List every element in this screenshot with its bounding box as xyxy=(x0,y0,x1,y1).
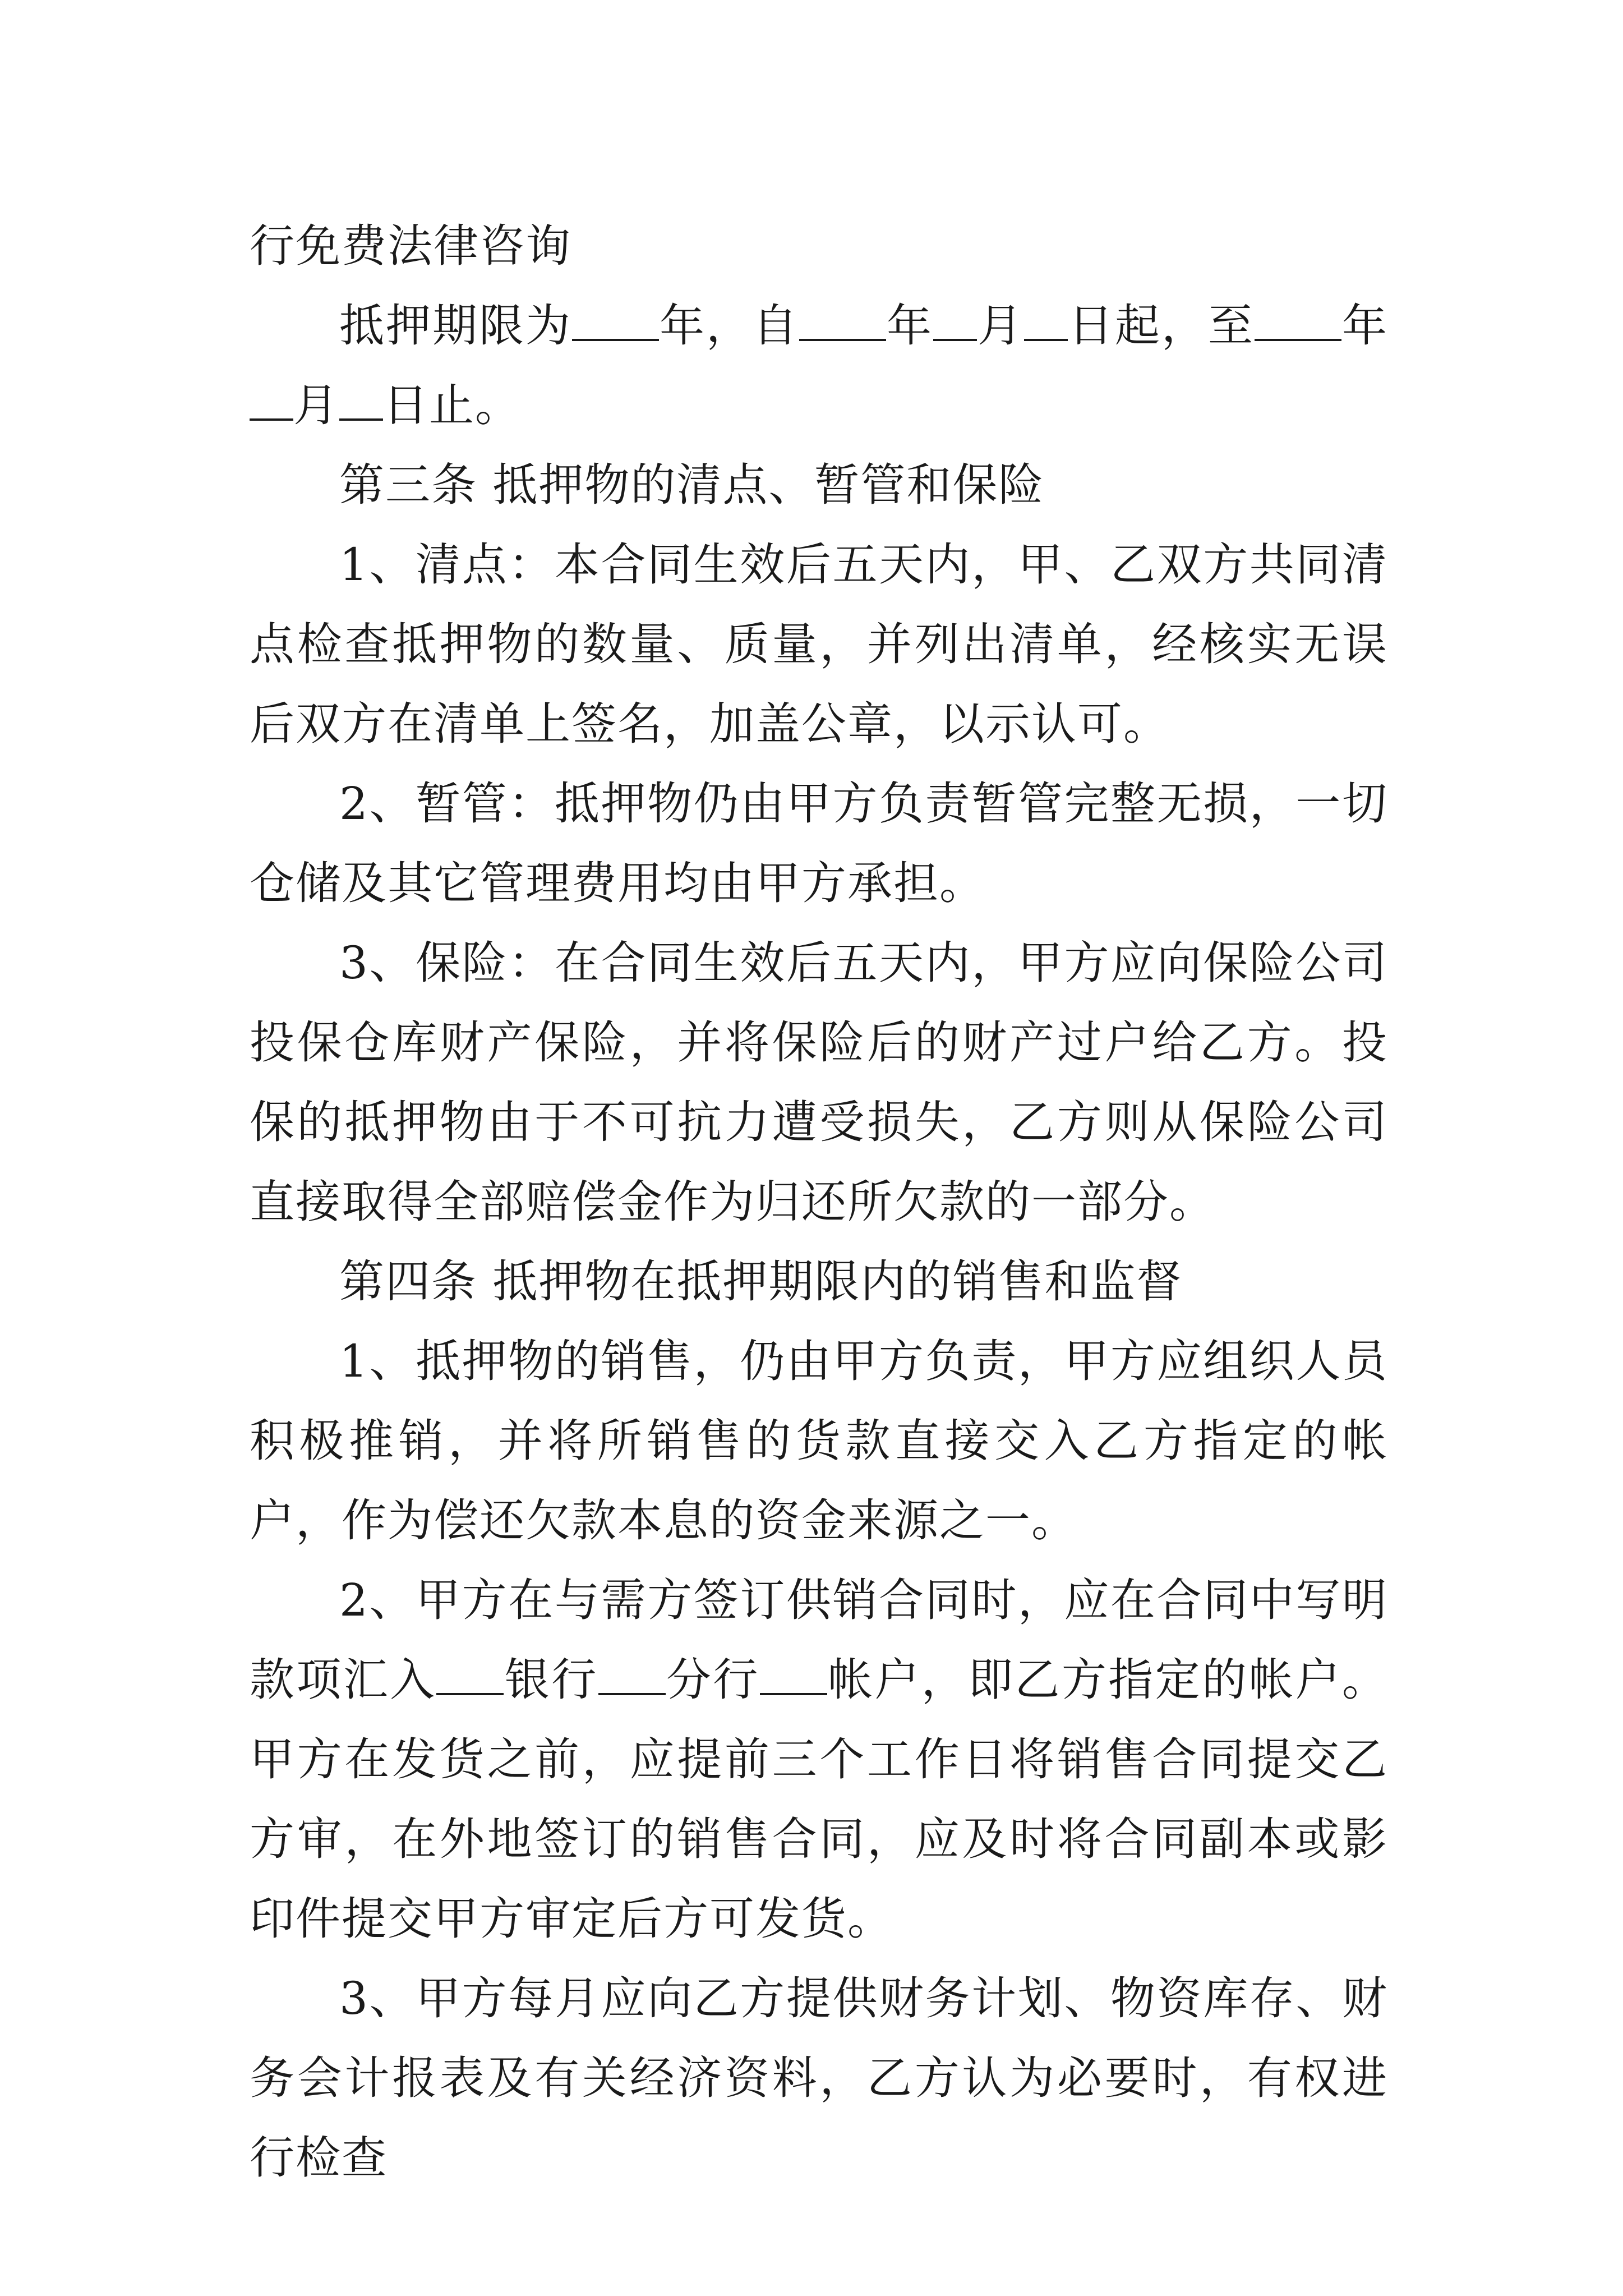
blank-start-month xyxy=(933,300,977,341)
clause-inventory: 1、清点：本合同生效后五天内，甲、乙双方共同清点检查抵押物的数量、质量，并列出清单，经核实无误后双方在清单上签名，加盖公章，以示认可。 xyxy=(250,539,1388,750)
paragraph-mortgage-term: 抵押期限为 年，自 年 月 日起，至 年月 日止。 xyxy=(250,286,1388,445)
blank-branch xyxy=(598,1654,666,1695)
clause-insurance: 3、保险：在合同生效后五天内，甲方应向保险公司投保仓库财产保险，并将保险后的财产过户给乙方。投保的抵押物由于不可抗力遭受损失，乙方则从保险公司直接取得全部赔偿金作为归还所欠款的一部分。 xyxy=(250,937,1388,1228)
blank-years xyxy=(572,300,659,341)
blank-account xyxy=(760,1654,827,1695)
paragraph-continuation: 行免费法律咨询 xyxy=(250,220,571,272)
blank-end-year xyxy=(1255,300,1341,341)
article-4-heading: 第四条 抵押物在抵押期限内的销售和监督 xyxy=(339,1255,1183,1308)
clause-custody: 2、暂管：抵押物仍由甲方负责暂管完整无损，一切仓储及其它管理费用均由甲方承担。 xyxy=(250,777,1388,909)
blank-bank xyxy=(436,1654,504,1695)
blank-start-year xyxy=(799,300,886,341)
blank-start-day xyxy=(1024,300,1068,341)
clause-contract-account: 2、甲方在与需方签订供销合同时，应在合同中写明款项汇入 银行 分行 帐户，即乙方指定的帐户。甲方在发货之前，应提前三个工作日将销售合同提交乙方审，在外地签订的销售合同，应及时将合同副本或影印件提交甲方审定后方可发货。 xyxy=(250,1574,1389,1945)
document-body xyxy=(250,206,1388,2198)
blank-end-month xyxy=(250,379,293,421)
blank-end-day xyxy=(339,379,383,421)
clause-sales: 1、抵押物的销售，仍由甲方负责，甲方应组织人员积极推销，并将所销售的货款直接交入乙方指定的帐户，作为偿还欠款本息的资金来源之一。 xyxy=(250,1335,1388,1547)
article-3-heading: 第三条 抵押物的清点、暂管和保险 xyxy=(339,459,1045,511)
clause-financial-reports: 3、甲方每月应向乙方提供财务计划、物资库存、财务会计报表及有关经济资料，乙方认为必要时，有权进行检查 xyxy=(250,1972,1388,2184)
